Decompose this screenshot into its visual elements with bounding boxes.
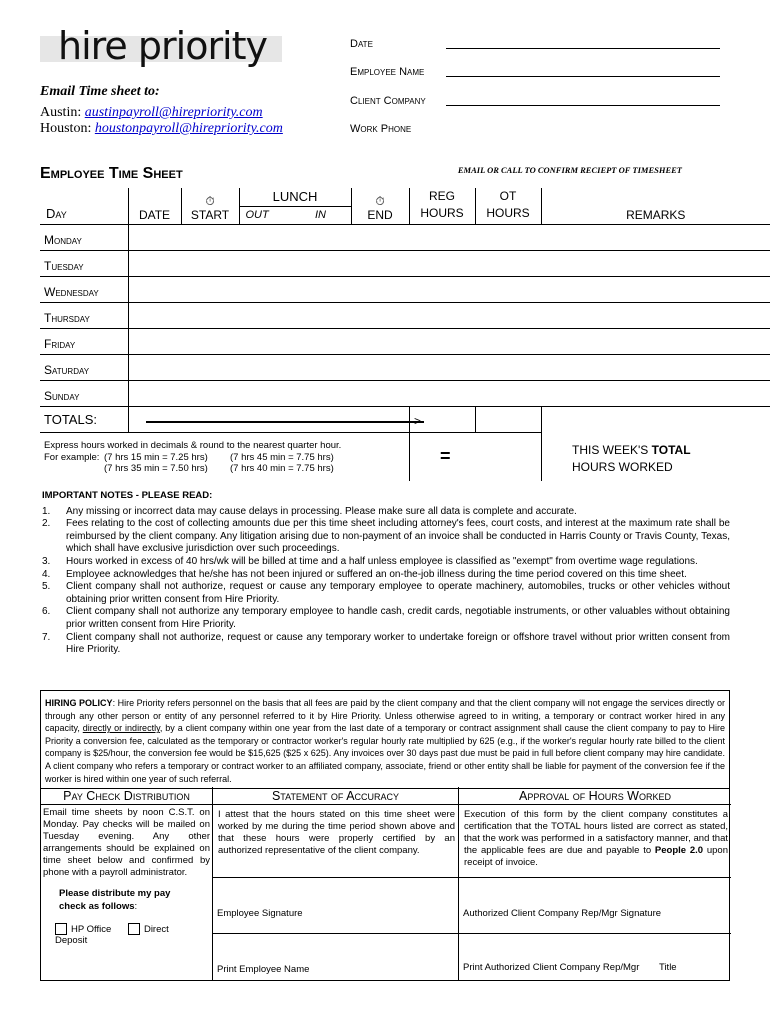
houston-line xyxy=(40,121,283,137)
paycheck-distribution xyxy=(41,787,213,980)
austin-line xyxy=(40,105,283,121)
day-label: Friday xyxy=(40,329,128,355)
example-label: For example: xyxy=(44,452,100,463)
table-row xyxy=(40,225,770,251)
start-label: START xyxy=(190,208,230,222)
ot-hours-total[interactable] xyxy=(475,407,541,433)
approval-of-hours xyxy=(459,787,731,980)
clock-icon: ⏱ xyxy=(205,194,215,208)
bottom-section xyxy=(40,787,730,981)
date-label: Date xyxy=(350,38,373,50)
table-row xyxy=(40,329,770,355)
hiring-policy-text-a: : Hire Priority refers personnel on the basis that all fees are paid by the client company and that the client company will not engage the services directly or through any other person or entity of any personnel referred to it by Hire Priority. Unless otherwise agreed to in writing, a temporary or contract worker hired in any capacity, xyxy=(45,698,725,734)
note-number: 4. xyxy=(42,568,51,580)
table-row xyxy=(40,251,770,277)
work-phone-label: Work Phone xyxy=(350,123,412,135)
table-row xyxy=(40,277,770,303)
distribute-line-2: check as follows xyxy=(59,901,135,912)
note-text: Employee acknowledges that he/she has not been injured or suffered an on-the-job illness during the time period covered on this time sheet. xyxy=(66,568,687,580)
austin-label: Austin: xyxy=(40,105,82,120)
statement-of-accuracy xyxy=(213,787,459,980)
hiring-policy-underlined: directly or indirectly xyxy=(82,723,160,734)
day-entry-cells[interactable] xyxy=(128,277,770,303)
example-1: (7 hrs 15 min = 7.25 hrs) xyxy=(104,452,208,463)
day-header: Day xyxy=(40,188,128,225)
note-number: 1. xyxy=(42,505,51,517)
approval-text-b: upon receipt of invoice. xyxy=(464,845,728,868)
totals-blank xyxy=(541,407,770,433)
day-label: Wednesday xyxy=(40,277,128,303)
note-item xyxy=(40,632,730,657)
statement-heading: Statement of Accuracy xyxy=(213,787,458,805)
day-entry-cells[interactable] xyxy=(128,225,770,251)
note-item xyxy=(40,556,730,569)
table-row xyxy=(40,381,770,407)
date-field[interactable] xyxy=(350,36,720,52)
week-total-prefix: THIS WEEK'S xyxy=(572,443,652,457)
total-hours-box[interactable] xyxy=(409,433,541,481)
austin-email-link[interactable]: austinpayroll@hirepriority.com xyxy=(84,105,263,120)
email-title: Email Time sheet to: xyxy=(40,84,160,99)
client-company-field[interactable] xyxy=(350,93,720,109)
note-text: Fees relating to the cost of collecting amounts due per this time sheet including attorney's fees, court costs, and interest at the maximum rate shall be reimbursed by the client company. Any litigation arising due to non-payment of an invoice shall be conducted in Harris County or Travis County, Texas, which shall have exclusive jurisdiction over such proceedings. xyxy=(66,518,730,555)
hp-office-label: HP Office xyxy=(71,923,112,935)
day-entry-cells[interactable] xyxy=(128,251,770,277)
date-line[interactable] xyxy=(446,48,720,49)
table-row xyxy=(40,303,770,329)
day-label: Thursday xyxy=(40,303,128,329)
note-item xyxy=(40,518,730,556)
confirm-note: EMAIL OR CALL TO CONFIRM RECIEPT OF TIMESHEET xyxy=(457,165,682,175)
clock-icon: ⏱ xyxy=(375,194,385,208)
hours-label: HOURS xyxy=(420,206,464,220)
hiring-policy-text-b: , by a client company within one year from the last date of a temporary or contract assignment shall cause the client company to pay to Hire Priority a conversion fee, calculated as the temporary or contractor worker's regular hourly rate multiplied by 625 (e.g., if the worker's regular hourly rate billed to the client company is $25/hour, the conversion fee would be $15,625 ($25 x 625). Any invoices over 30 days past due must be paid in full before client company may hire candidate. A client company who refers a temporary or contract worker to an affiliated company, associate, friend or other entity shall be liable for payment of the conversion fee if the worker is hired within one year of such referral. xyxy=(45,723,725,784)
day-entry-cells[interactable] xyxy=(128,355,770,381)
employee-signature-box[interactable] xyxy=(213,877,458,933)
company-logo xyxy=(40,26,282,70)
week-total-bold: TOTAL xyxy=(651,443,691,457)
express-hours-note: Express hours worked in decimals & round to the nearest quarter hour. xyxy=(44,440,342,451)
ot-hours-header xyxy=(475,188,541,225)
approval-text xyxy=(459,805,731,877)
note-item xyxy=(40,581,730,606)
client-company-label: Client Company xyxy=(350,95,426,107)
totals-label: TOTALS: xyxy=(40,407,128,433)
houston-label: Houston: xyxy=(40,121,92,136)
note-item xyxy=(40,606,730,631)
print-authorized-box[interactable] xyxy=(459,933,731,981)
day-label: Sunday xyxy=(40,381,128,407)
direct-deposit-label: Direct Deposit xyxy=(55,923,169,946)
hiring-policy xyxy=(40,690,730,789)
lunch-out-header: OUT xyxy=(239,206,295,224)
day-entry-cells[interactable] xyxy=(128,329,770,355)
approval-heading: Approval of Hours Worked xyxy=(459,787,731,805)
note-text: Client company shall not authorize any temporary employee to handle cash, credit cards, negotiable instruments, or other valuables without obtaining prior written consent from Hire Priority. xyxy=(66,606,730,630)
important-notes xyxy=(40,490,730,657)
direct-deposit-checkbox[interactable] xyxy=(128,923,140,935)
day-label: Saturday xyxy=(40,355,128,381)
totals-spacer xyxy=(128,407,409,433)
distribute-instructions: Please distribute my pay check as follows: xyxy=(59,888,171,912)
note-number: 2. xyxy=(42,518,51,530)
note-text: Client company shall not authorize, request or cause any temporary employee to operate machinery, automobiles, trucks or other vehicles without obtaining prior written consent from Hire Priority. xyxy=(66,581,730,605)
arrow-right-icon: > xyxy=(414,414,422,428)
statement-text: I attest that the hours stated on this time sheet were worked by me during the time period shown above and that these hours were properly certified by an authorized representative of the client company. xyxy=(218,809,455,856)
hp-office-checkbox[interactable] xyxy=(55,923,67,935)
sheet-title: Employee Time Sheet xyxy=(40,165,183,182)
distribution-options xyxy=(55,923,212,946)
note-text: Hours worked in excess of 40 hrs/wk will be billed at time and a half unless employee is classified as "exempt" from overtime wage regulations. xyxy=(66,555,698,567)
reg-hours-header xyxy=(409,188,475,225)
print-authorized-label: Print Authorized Client Company Rep/Mgr xyxy=(463,962,640,973)
email-instructions xyxy=(40,84,283,137)
example-3: (7 hrs 35 min = 7.50 hrs) xyxy=(104,463,208,474)
equals-sign: = xyxy=(440,446,451,466)
employee-signature-label: Employee Signature xyxy=(217,908,303,919)
date-header: DATE xyxy=(128,188,181,225)
approval-text-bold: People 2.0 xyxy=(654,845,704,856)
print-employee-name-box[interactable] xyxy=(213,933,458,981)
title-label: Title xyxy=(659,962,677,973)
day-label: Monday xyxy=(40,225,128,251)
authorized-signature-box[interactable] xyxy=(459,877,731,933)
table-row xyxy=(40,355,770,381)
hours-worked-label: HOURS WORKED xyxy=(572,460,673,474)
client-company-line[interactable] xyxy=(446,105,720,106)
totals-arrow-line xyxy=(146,421,424,423)
time-sheet-table xyxy=(40,188,770,481)
houston-email-link[interactable]: houstonpayroll@hirepriority.com xyxy=(94,121,283,136)
paycheck-heading: Pay Check Distribution xyxy=(41,787,212,805)
note-text: Any missing or incorrect data may cause delays in processing. Please make sure all data is complete and accurate. xyxy=(66,505,577,517)
week-total-caption xyxy=(572,442,691,476)
example-4: (7 hrs 40 min = 7.75 hrs) xyxy=(230,463,334,474)
approval-text-a: Execution of this form by the client company constitutes a certification that the TOTAL hours listed are correct as stated, that the work was performed in a satisfactory manner, and that the applicable fees are due and payable to xyxy=(464,809,728,856)
start-header xyxy=(181,188,239,225)
ot-label: OT xyxy=(499,189,517,203)
note-text: Client company shall not authorize, request or cause any temporary worker to undertake foreign or offshore travel without prior written consent from Hire Priority. xyxy=(66,631,730,656)
employee-name-label: Employee Name xyxy=(350,66,425,78)
day-label: Tuesday xyxy=(40,251,128,277)
hours-label: HOURS xyxy=(486,206,530,220)
example-conversions xyxy=(44,452,334,474)
example-2: (7 hrs 45 min = 7.75 hrs) xyxy=(230,452,334,463)
notes-heading: IMPORTANT NOTES - PLEASE READ: xyxy=(42,490,213,501)
note-number: 6. xyxy=(42,606,51,618)
employee-name-line[interactable] xyxy=(446,76,720,77)
employee-name-field[interactable] xyxy=(350,64,720,80)
end-header xyxy=(351,188,409,225)
authorized-signature-label: Authorized Client Company Rep/Mgr Signature xyxy=(463,908,662,919)
note-number: 3. xyxy=(42,555,51,567)
work-phone-field[interactable] xyxy=(350,121,720,137)
end-label: END xyxy=(367,208,393,222)
note-item xyxy=(40,506,730,519)
note-item xyxy=(40,569,730,582)
note-number: 7. xyxy=(42,631,51,643)
lunch-header: LUNCH xyxy=(239,188,351,206)
print-employee-name-label: Print Employee Name xyxy=(217,964,310,975)
distribute-line-1: Please distribute my pay xyxy=(59,888,171,899)
reg-label: REG xyxy=(428,189,455,203)
logo-text: hire priority xyxy=(58,24,268,68)
day-entry-cells[interactable] xyxy=(128,303,770,329)
notes-list xyxy=(40,506,730,657)
remarks-header: REMARKS xyxy=(541,188,770,225)
day-entry-cells[interactable] xyxy=(128,381,770,407)
note-number: 5. xyxy=(42,581,51,593)
hiring-policy-label: HIRING POLICY xyxy=(45,698,113,708)
paycheck-text: Email time sheets by noon C.S.T. on Monday. Pay checks will be mailed on Tuesday evening. Any other arrangements should be explained on time sheet below and confirmed by phone with a payroll administrator. xyxy=(43,807,210,878)
lunch-in-header: IN xyxy=(295,206,351,224)
